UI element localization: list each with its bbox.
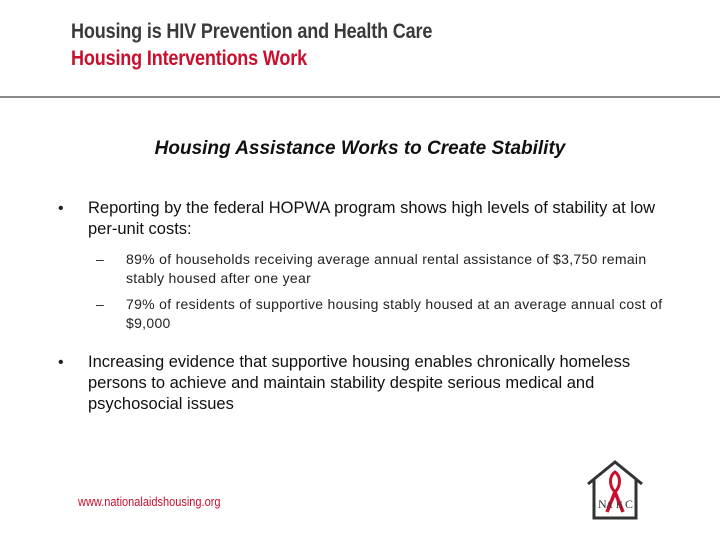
slide-header (71, 20, 491, 71)
nahc-logo-icon (585, 458, 645, 522)
header-title: Housing is HIV Prevention and Health Care (71, 20, 433, 43)
footer-url: www.nationalaidshousing.org (78, 495, 221, 509)
sub-item-text: 89% of households receiving average annual rental assistance of $3,750 remain stably housed after one year (126, 251, 647, 286)
sub-item (66, 295, 678, 333)
bullet-text: Increasing evidence that supportive housing enables chronically homeless persons to achieve and maintain stability despite serious medical and psychosocial issues (88, 353, 631, 413)
dash-icon: – (96, 251, 104, 267)
dash-icon: – (96, 296, 104, 312)
sub-item (66, 250, 678, 288)
svg-text:C: C (625, 497, 634, 511)
svg-text:N: N (598, 497, 607, 511)
bullet-icon: • (58, 200, 64, 217)
sub-item-text: 79% of residents of supportive housing stably housed at an average annual cost of $9,000 (126, 296, 663, 331)
svg-text:H: H (616, 500, 623, 510)
bullet-text: Reporting by the federal HOPWA program shows high levels of stability at low per-unit costs: (88, 199, 656, 238)
bullet-icon: • (58, 354, 64, 371)
sub-list (66, 250, 678, 333)
bullet-item (58, 352, 678, 415)
header-divider (0, 96, 720, 98)
svg-text:A: A (606, 500, 613, 510)
header-subtitle: Housing Interventions Work (71, 47, 308, 70)
bullet-item (58, 198, 678, 340)
slide-title: Housing Assistance Works to Create Stability (154, 138, 566, 159)
